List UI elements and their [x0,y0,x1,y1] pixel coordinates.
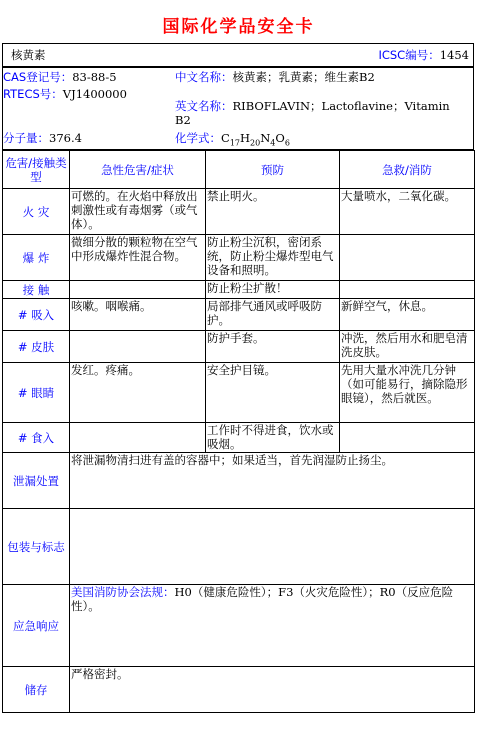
formula-h-count: 20 [250,138,261,148]
rtecs-number [3,87,127,101]
table-row-fire [3,189,475,235]
section-emergency [3,585,475,667]
section-label: 包装与标志 [3,509,70,585]
section-storage [3,667,475,713]
first-aid-cell: 冲洗，然后用水和肥皂清洗皮肤。 [340,331,475,363]
section-spill [3,453,475,509]
row-label: 火 灾 [3,189,70,235]
formula-label: 化学式： [175,131,221,145]
molecular-weight [3,131,82,145]
symptom-cell: 发红。疼痛。 [70,363,206,423]
header-prevention: 预防 [206,151,340,189]
formula-c-count: 17 [229,138,240,148]
table-header-row [3,151,475,189]
formula-o-count: 6 [284,138,290,148]
icsc-number [378,48,469,62]
first-aid-cell: 大量喷水，二氧化碳。 [340,189,475,235]
rtecs-label: RTECS号： [3,87,63,101]
english-name-cont: B2 [175,113,191,127]
table-row-contact [3,281,475,299]
formula-n-count: 4 [270,138,276,148]
rtecs-value: VJ1400000 [62,87,127,101]
chemical-formula [175,131,290,150]
icsc-label: ICSC编号： [378,48,440,62]
section-label: 泄漏处置 [3,453,70,509]
table-row-skin [3,331,475,363]
formula-n: N [260,131,271,145]
section-text [70,585,475,667]
header-symptoms: 急性危害/症状 [70,151,206,189]
first-aid-cell [340,423,475,453]
formula-c: C [221,131,230,145]
nfpa-text: H0（健康危险性）；F3（火灾危险性）；R0（反应危险性）。 [71,585,454,613]
symptom-cell: 微细分散的颗粒物在空气中形成爆炸性混合物。 [70,235,206,281]
row-label: 爆 炸 [3,235,70,281]
icsc-value: 1454 [439,48,469,62]
en-name-value: RIBOFLAVIN；Lactoflavine；Vitamin [232,99,450,113]
prevention-cell: 安全护目镜。 [206,363,340,423]
first-aid-cell: 新鲜空气，休息。 [340,299,475,331]
first-aid-cell [340,281,475,299]
row-label: # 眼睛 [3,363,70,423]
cn-name-value: 核黄素；乳黄素；维生素B2 [232,70,375,84]
row-label: # 吸入 [3,299,70,331]
hazard-table [2,150,475,713]
cas-number [3,70,117,84]
header-bar [2,43,474,67]
en-name-label: 英文名称： [175,99,233,113]
first-aid-cell [340,235,475,281]
chinese-name [175,70,375,84]
table-row-eyes [3,363,475,423]
symptom-cell [70,331,206,363]
table-row-explosion [3,235,475,281]
section-label: 应急响应 [3,585,70,667]
cas-value: 83-88-5 [72,70,117,84]
table-row-inhalation [3,299,475,331]
mw-value: 376.4 [49,131,82,145]
card-title: 国际化学品安全卡 [162,17,315,37]
row-label: # 皮肤 [3,331,70,363]
symptom-cell [70,281,206,299]
row-label: 接 触 [3,281,70,299]
symptom-cell [70,423,206,453]
table-row-ingestion [3,423,475,453]
english-name [175,99,450,113]
prevention-cell: 防止粉尘扩散！ [206,281,340,299]
cas-label: CAS登记号： [3,70,73,84]
section-text: 将泄漏物清扫进有盖的容器中；如果适当，首先润湿防止扬尘。 [70,453,475,509]
prevention-cell: 工作时不得进食，饮水或吸烟。 [206,423,340,453]
section-text [70,509,475,585]
section-packaging [3,509,475,585]
chemical-name: 核黄素 [11,48,46,62]
symptom-cell: 可燃的。在火焰中释放出刺激性或有毒烟雾（或气体）。 [70,189,206,235]
prevention-cell: 防护手套。 [206,331,340,363]
section-text: 严格密封。 [70,667,475,713]
symptom-cell: 咳嗽。咽喉痛。 [70,299,206,331]
cn-name-label: 中文名称： [175,70,233,84]
header-hazard-type: 危害/接触类型 [3,151,70,189]
section-label: 储存 [3,667,70,713]
formula-o: O [275,131,285,145]
row-label: # 食入 [3,423,70,453]
mw-label: 分子量： [3,131,49,145]
prevention-cell: 禁止明火。 [206,189,340,235]
identification-block [2,67,474,150]
prevention-cell: 防止粉尘沉积，密闭系统，防止粉尘爆炸型电气设备和照明。 [206,235,340,281]
prevention-cell: 局部排气通风或呼吸防护。 [206,299,340,331]
first-aid-cell: 先用大量水冲洗几分钟（如可能易行，摘除隐形眼镜），然后就医。 [340,363,475,423]
nfpa-label: 美国消防协会法规： [71,585,175,599]
formula-h: H [240,131,251,145]
header-first-aid: 急救/消防 [340,151,475,189]
